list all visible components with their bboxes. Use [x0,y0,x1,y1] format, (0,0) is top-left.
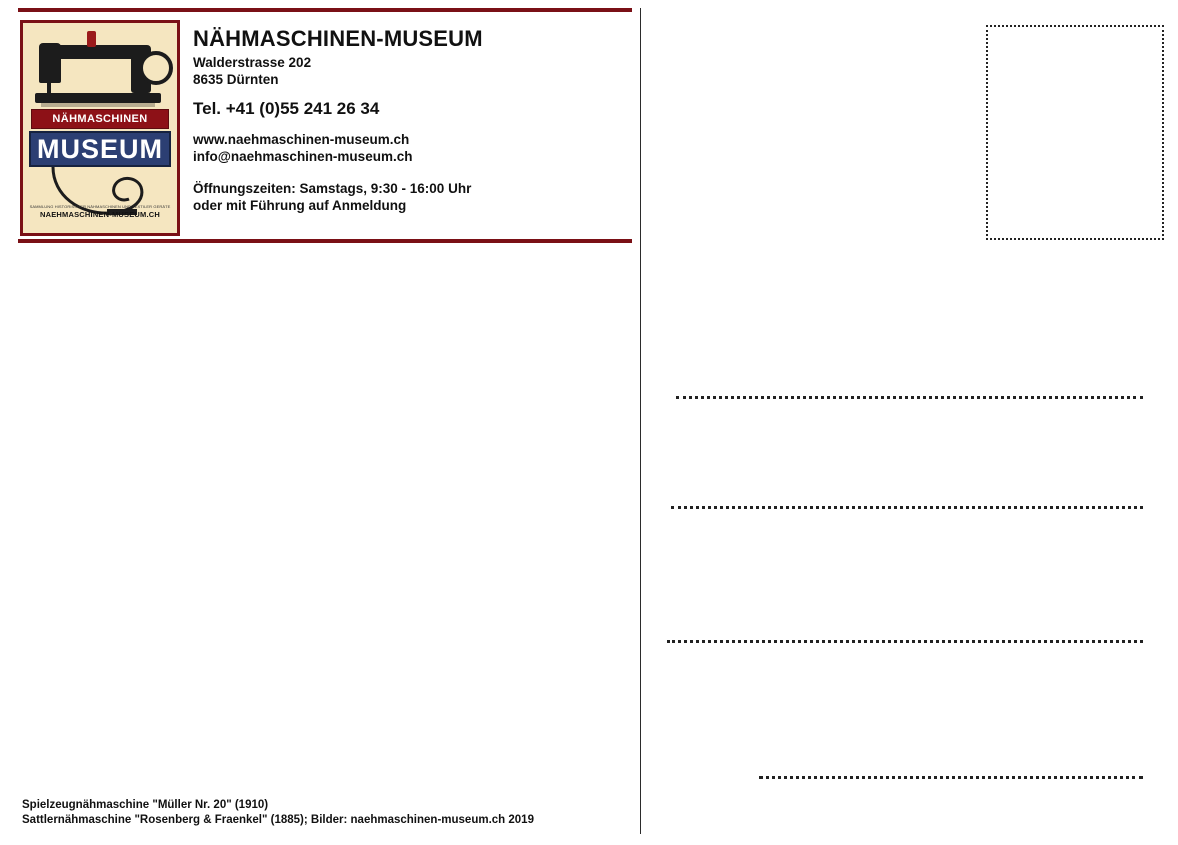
logo-tiny-text: SAMMLUNG HISTORISCHER NÄHMASCHINEN UND TEXTILER GERÄTE [29,204,171,209]
museum-logo [20,20,180,236]
image-caption [22,798,634,829]
postcard-right-pane [641,0,1178,845]
opening-hours-line-1: Öffnungszeiten: Samstags, 9:30 - 16:00 Uhr [193,180,472,196]
museum-street: Walderstrasse 202 [193,55,312,70]
logo-banner-text: NÄHMASCHINEN [31,109,169,129]
logo-plaque-text: MUSEUM [29,131,171,167]
address-line-3[interactable] [667,640,1143,643]
bottom-rule [18,239,632,243]
stamp-placeholder-box [986,25,1164,240]
address-line-1[interactable] [676,396,1143,399]
museum-website[interactable]: www.naehmaschinen-museum.ch [193,131,410,147]
museum-title: NÄHMASCHINEN-MUSEUM [193,26,483,51]
caption-line-2: Sattlernähmaschine "Rosenberg & Fraenkel" (1885); Bilder: naehmaschinen-museum.ch 2019 [22,814,534,827]
museum-info-block [193,26,623,215]
address-line-4[interactable] [759,776,1143,779]
opening-hours-line-2: oder mit Führung auf Anmeldung [193,198,407,214]
address-line-2[interactable] [671,506,1143,509]
logo-footer-text: NAEHMASCHINEN-MUSEUM.CH [39,210,160,219]
caption-line-1: Spielzeugnähmaschine "Müller Nr. 20" (1910) [22,798,269,811]
museum-email[interactable]: info@naehmaschinen-museum.ch [193,149,413,165]
museum-city: 8635 Dürnten [193,71,279,87]
sewing-machine-icon [35,29,165,107]
logo-background [23,23,177,233]
museum-phone: Tel. +41 (0)55 241 26 34 [193,98,380,118]
top-rule [18,8,632,12]
